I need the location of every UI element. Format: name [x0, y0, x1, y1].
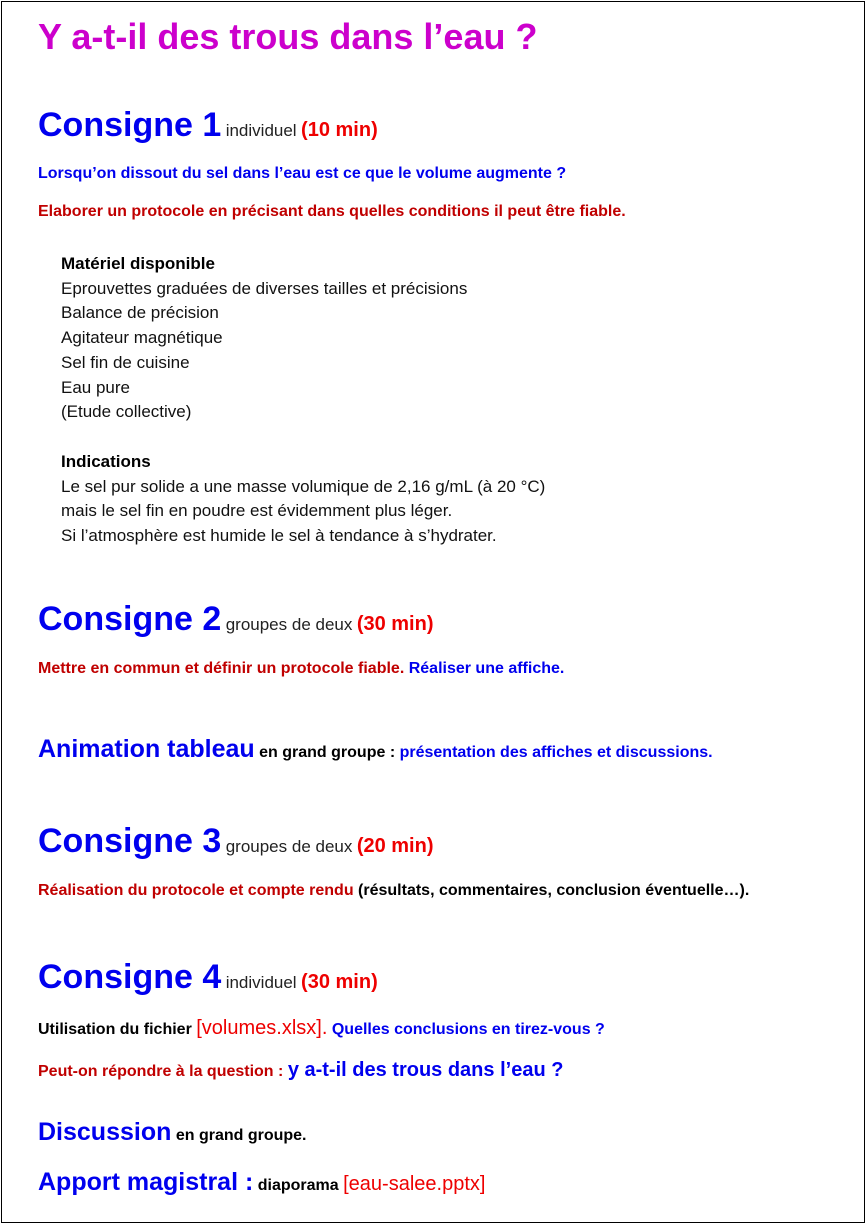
- consigne-2-duration: (30 min): [356, 613, 434, 635]
- consigne-2-task-blue: Réaliser une affiche.: [408, 660, 565, 677]
- consigne-4-mode: individuel: [225, 973, 297, 992]
- consigne-3-duration: (20 min): [356, 835, 434, 857]
- consigne-2-heading: Consigne 2: [38, 600, 222, 638]
- materiel-item: Agitateur magnétique: [61, 328, 223, 348]
- consigne-1-heading: Consigne 1: [38, 106, 222, 144]
- consigne-3-mode: groupes de deux: [225, 837, 353, 856]
- materiel-block: [61, 252, 467, 425]
- apport-heading: Apport magistral :: [38, 1168, 254, 1196]
- materiel-item: Eau pure: [61, 377, 130, 397]
- indications-line: Le sel pur solide a une masse volumique de 2,16 g/mL (à 20 °C): [61, 476, 546, 496]
- consigne-4-line-2: [38, 1059, 563, 1082]
- discussion-heading: Discussion: [38, 1118, 172, 1146]
- consigne-1-header: [38, 106, 378, 145]
- file-link-volumes[interactable]: [volumes.xlsx].: [196, 1017, 328, 1039]
- apport-line: [38, 1168, 485, 1197]
- materiel-heading: Matériel disponible: [61, 254, 215, 273]
- materiel-item: Eprouvettes graduées de diverses tailles et précisions: [61, 278, 468, 298]
- consigne-3-task-red: Réalisation du protocole et compte rendu: [38, 882, 354, 899]
- consigne-4-question: Quelles conclusions en tirez-vous ?: [331, 1021, 605, 1038]
- consigne-1-task: Elaborer un protocole en précisant dans quelles conditions il peut être fiable.: [38, 203, 626, 220]
- animation-heading: Animation tableau: [38, 735, 255, 763]
- materiel-item: Sel fin de cuisine: [61, 352, 190, 372]
- animation-line: [38, 735, 713, 764]
- consigne-4-prefix: Utilisation du fichier: [38, 1021, 192, 1038]
- consigne-3-task: [38, 882, 749, 900]
- consigne-4-line-2-question: y a-t-il des trous dans l’eau ?: [287, 1059, 564, 1081]
- consigne-2-task-red: Mettre en commun et définir un protocole fiable.: [38, 660, 405, 677]
- consigne-4-heading: Consigne 4: [38, 958, 222, 996]
- consigne-1-duration: (10 min): [301, 119, 378, 141]
- materiel-item: Balance de précision: [61, 303, 219, 323]
- discussion-text: en grand groupe.: [175, 1127, 307, 1144]
- consigne-4-duration: (30 min): [301, 971, 378, 993]
- consigne-1-mode: individuel: [225, 121, 297, 140]
- consigne-4-line-2-prefix: Peut-on répondre à la question :: [38, 1063, 284, 1080]
- indications-line: Si l’atmosphère est humide le sel à tendance à s’hydrater.: [61, 526, 497, 546]
- consigne-2-task: [38, 660, 564, 678]
- consigne-3-heading: Consigne 3: [38, 822, 222, 860]
- apport-text: diaporama: [257, 1177, 339, 1194]
- consigne-4-header: [38, 958, 378, 997]
- materiel-item: (Etude collective): [61, 402, 192, 422]
- consigne-2-header: [38, 600, 434, 639]
- consigne-1-question: Lorsqu’on dissout du sel dans l’eau est ce que le volume augmente ?: [38, 165, 567, 182]
- indications-heading: Indications: [61, 452, 151, 471]
- consigne-3-task-black: (résultats, commentaires, conclusion éventuelle…).: [358, 882, 750, 899]
- consigne-4-line-1: [38, 1017, 605, 1040]
- document-page: [1, 1, 865, 1223]
- indications-line: mais le sel fin en poudre est évidemment plus léger.: [61, 501, 453, 521]
- discussion-line: [38, 1118, 307, 1147]
- indications-block: [61, 450, 545, 549]
- file-link-eau-salee[interactable]: [eau-salee.pptx]: [343, 1173, 486, 1195]
- animation-mode: en grand groupe :: [259, 744, 396, 761]
- consigne-3-header: [38, 822, 434, 861]
- page-title: Y a-t-il des trous dans l’eau ?: [38, 16, 538, 57]
- animation-text: présentation des affiches et discussions.: [399, 744, 713, 761]
- consigne-2-mode: groupes de deux: [225, 615, 353, 634]
